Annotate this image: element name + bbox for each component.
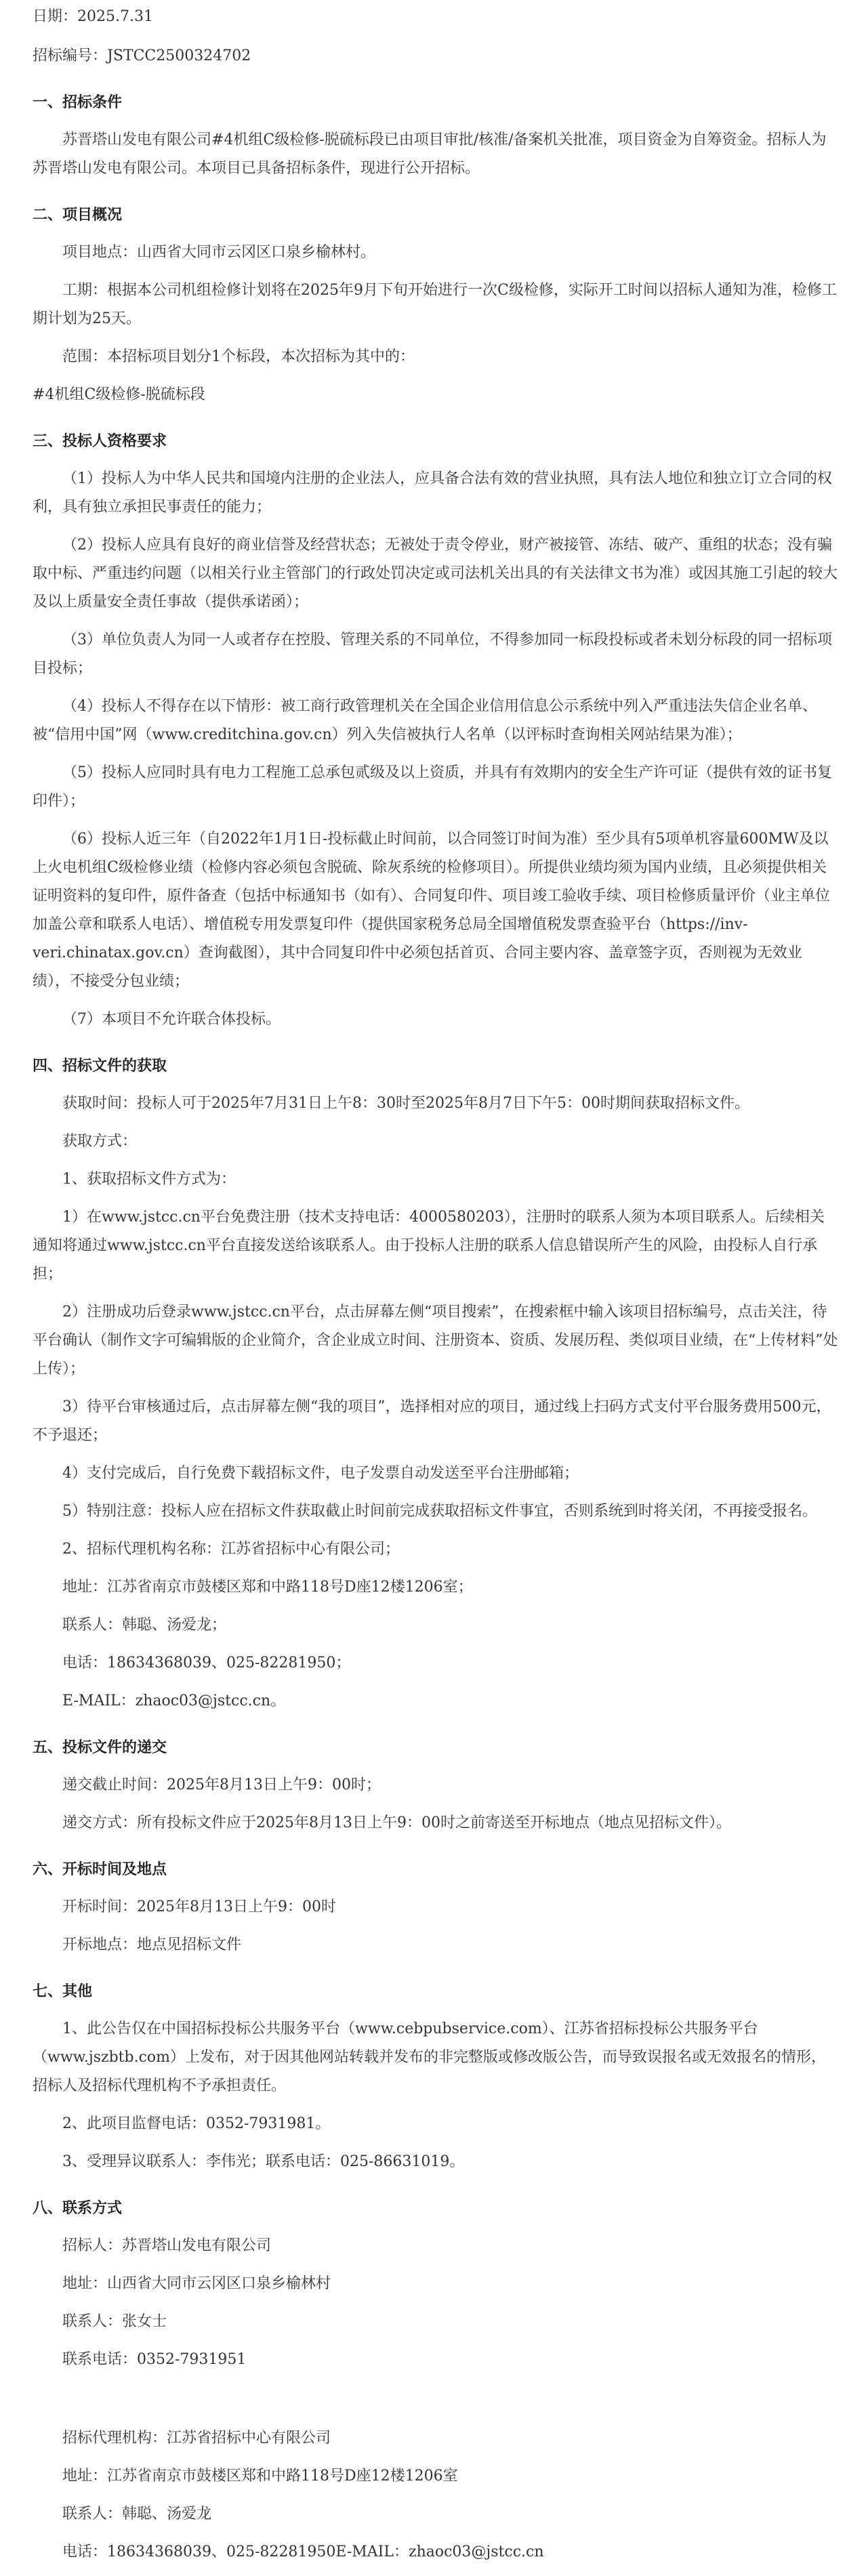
opening-time: 开标时间：2025年8月13日上午9：00时 (62, 1898, 336, 1915)
acquisition-step: 1）在www.jstcc.cn平台免费注册（技术支持电话：4000580203），注册时的联系人须为本项目联系人。后续相关通知将通过www.jstcc.cn平台直接发送给该联系人。由于投标人注册的联系人信息错误所产生的风险，由投标人自行承担； (33, 1209, 825, 1283)
section-title-other: 七、其他 (33, 1982, 93, 2000)
agent-phone: 电话：18634368039、025-82281950； (62, 1655, 351, 1671)
section-title-qualifications: 三、投标人资格要求 (33, 432, 167, 450)
section-title-conditions: 一、招标条件 (33, 94, 123, 111)
section-title-opening: 六、开标时间及地点 (33, 1861, 167, 1878)
tender-number: 招标编号：JSTCC2500324702 (33, 47, 251, 64)
agent-address: 地址：江苏省南京市鼓楼区郑和中路118号D座12楼1206室； (62, 1579, 473, 1596)
section-title-submission: 五、投标文件的递交 (33, 1739, 167, 1756)
acquisition-step: 3）待平台审核通过后，点击屏幕左侧“我的项目”，选择相对应的项目，通过线上扫码方式支付平台服务费用500元，不予退还； (33, 1398, 831, 1444)
conditions-paragraph: 苏晋塔山发电有限公司#4机组C级检修-脱硫标段已由项目审批/核准/备案机关批准，项目资金为自筹资金。招标人为苏晋塔山发电有限公司。本项目已具备招标条件，现进行公开招标。 (33, 131, 827, 177)
acquisition-time: 获取时间：投标人可于2025年7月31日上午8：30时至2025年8月7日下午5：00时期间获取招标文件。 (62, 1095, 749, 1112)
other-notice: 1、此公告仅在中国招标投标公共服务平台（www.cebpubservice.com）、江苏省招标投标公共服务平台（www.jszbtb.com）上发布，对于因其他网站转载并发布的非完整版或修改版公告，而导致误报名或无效报名的情形，招标人及招标代理机构不予承担责任。 (33, 2020, 827, 2094)
supervision-phone: 2、此项目监督电话：0352-7931981。 (62, 2115, 331, 2132)
qualification-item: （6）投标人近三年（自2022年1月1日-投标截止时间前，以合同签订时间为准）至少具有5项单机容量600MW及以上火电机组C级检修业绩（检修内容必须包含脱硫、除灰系统的检修项目）。所提供业绩均须为国内业绩，且必须提供相关证明资料的复印件，原件备查（包括中标通知书（如有）、合同复印件、项目竣工验收手续、项目检修质量评价（业主单位加盖公章和联系人电话）、增值税专用发票复印件（提供国家税务总局全国增值税发票查验平台（https://inv-veri.chinatax.gov.cn）查询截图），其中合同复印件中必须包括首页、合同主要内容、盖章签字页，否则视为无效业绩），不接受分包业绩； (33, 831, 831, 990)
agent-contact: 联系人：韩聪、汤爱龙； (62, 1617, 227, 1634)
qualification-item: （2）投标人应具有良好的商业信誉及经营状态；无被处于责令停业，财产被接管、冻结、破产、重组的状态；没有骗取中标、严重违约问题（以相关行业主管部门的行政处罚决定或司法机关出具的有关法律文书为准）或因其施工引起的较大及以上质量安全责任事故（提供承诺函）； (33, 537, 838, 610)
submission-method: 递交方式：所有投标文件应于2025年8月13日上午9：00时之前寄送至开标地点（地点见招标文件）。 (62, 1814, 731, 1831)
qualification-item: （7）本项目不允许联合体投标。 (62, 1011, 281, 1028)
acquisition-step: 4）支付完成后，自行免费下载招标文件，电子发票自动发送至平台注册邮箱； (62, 1465, 579, 1482)
announcement-date: 日期：2025.7.31 (33, 8, 153, 25)
tenderer-name: 招标人：苏晋塔山发电有限公司 (62, 2237, 272, 2254)
qualification-item: （1）投标人为中华人民共和国境内注册的企业法人，应具备合法有效的营业执照，具有法人地位和独立订立合同的权利，具有独立承担民事责任的能力； (33, 470, 833, 516)
qualification-item: （5）投标人应同时具有电力工程施工总承包贰级及以上资质，并具有有效期内的安全生产许可证（提供有效的证书复印件）； (33, 764, 833, 810)
agency-name: 招标代理机构：江苏省招标中心有限公司 (62, 2430, 331, 2447)
project-lot: #4机组C级检修-脱硫标段 (33, 386, 205, 403)
acquisition-method: 获取方式： (62, 1133, 138, 1150)
qualification-item: （4）投标人不得存在以下情形：被工商行政管理机关在全国企业信用信息公示系统中列入严重违法失信企业名单、被“信用中国”网（www.creditchina.gov.cn）列入失信被执行人名单（以评标时查询相关网站结果为准）； (33, 698, 818, 743)
agency-phone-email: 电话：18634368039、025-82281950E-MAIL：zhaoc03@jstcc.cn (62, 2543, 544, 2560)
section-title-documents: 四、招标文件的获取 (33, 1057, 167, 1075)
submission-deadline: 递交截止时间：2025年8月13日上午9：00时； (62, 1777, 381, 1793)
objection-contact: 3、受理异议联系人：李伟光；联系电话：025-86631019。 (62, 2153, 465, 2170)
project-scope: 范围：本招标项目划分1个标段，本次招标为其中的： (62, 348, 415, 365)
tenderer-address: 地址：山西省大同市云冈区口泉乡榆林村 (62, 2275, 331, 2292)
tenderer-contact: 联系人：张女士 (62, 2313, 167, 2330)
acquisition-step: 2）注册成功后登录www.jstcc.cn平台，点击屏幕左侧“项目搜索”，在搜索框中输入该项目招标编号，点击关注，待平台确认（制作文字可编辑版的企业简介，含企业成立时间、注册资本、资质、发展历程、类似项目业绩，在“上传材料”处上传）； (33, 1304, 838, 1377)
agent-name: 2、招标代理机构名称：江苏省招标中心有限公司； (62, 1541, 400, 1558)
agency-address: 地址：江苏省南京市鼓楼区郑和中路118号D座12楼1206室 (62, 2468, 458, 2485)
section-title-contact: 八、联系方式 (33, 2199, 123, 2217)
opening-place: 开标地点：地点见招标文件 (62, 1936, 242, 1953)
section-title-overview: 二、项目概况 (33, 206, 123, 224)
acquisition-step: 5）特别注意：投标人应在招标文件获取截止时间前完成获取招标文件事宜，否则系统到时将关闭，不再接受报名。 (62, 1503, 818, 1520)
qualification-item: （3）单位负责人为同一人或者存在控股、管理关系的不同单位，不得参加同一标段投标或者未划分标段的同一招标项目投标； (33, 631, 833, 677)
agent-email: E-MAIL：zhaoc03@jstcc.cn。 (62, 1692, 286, 1709)
project-duration: 工期：根据本公司机组检修计划将在2025年9月下旬开始进行一次C级检修，实际开工时间以招标人通知为准，检修工期计划为25天。 (33, 282, 837, 327)
announcement-document (33, 0, 839, 2576)
agency-contact: 联系人：韩聪、汤爱龙 (62, 2506, 212, 2522)
tenderer-phone: 联系电话：0352-7931951 (62, 2351, 247, 2368)
spacer (33, 2384, 839, 2424)
acquisition-method-heading: 1、获取招标文件方式为： (62, 1171, 236, 1188)
project-location: 项目地点：山西省大同市云冈区口泉乡榆林村。 (62, 244, 376, 261)
